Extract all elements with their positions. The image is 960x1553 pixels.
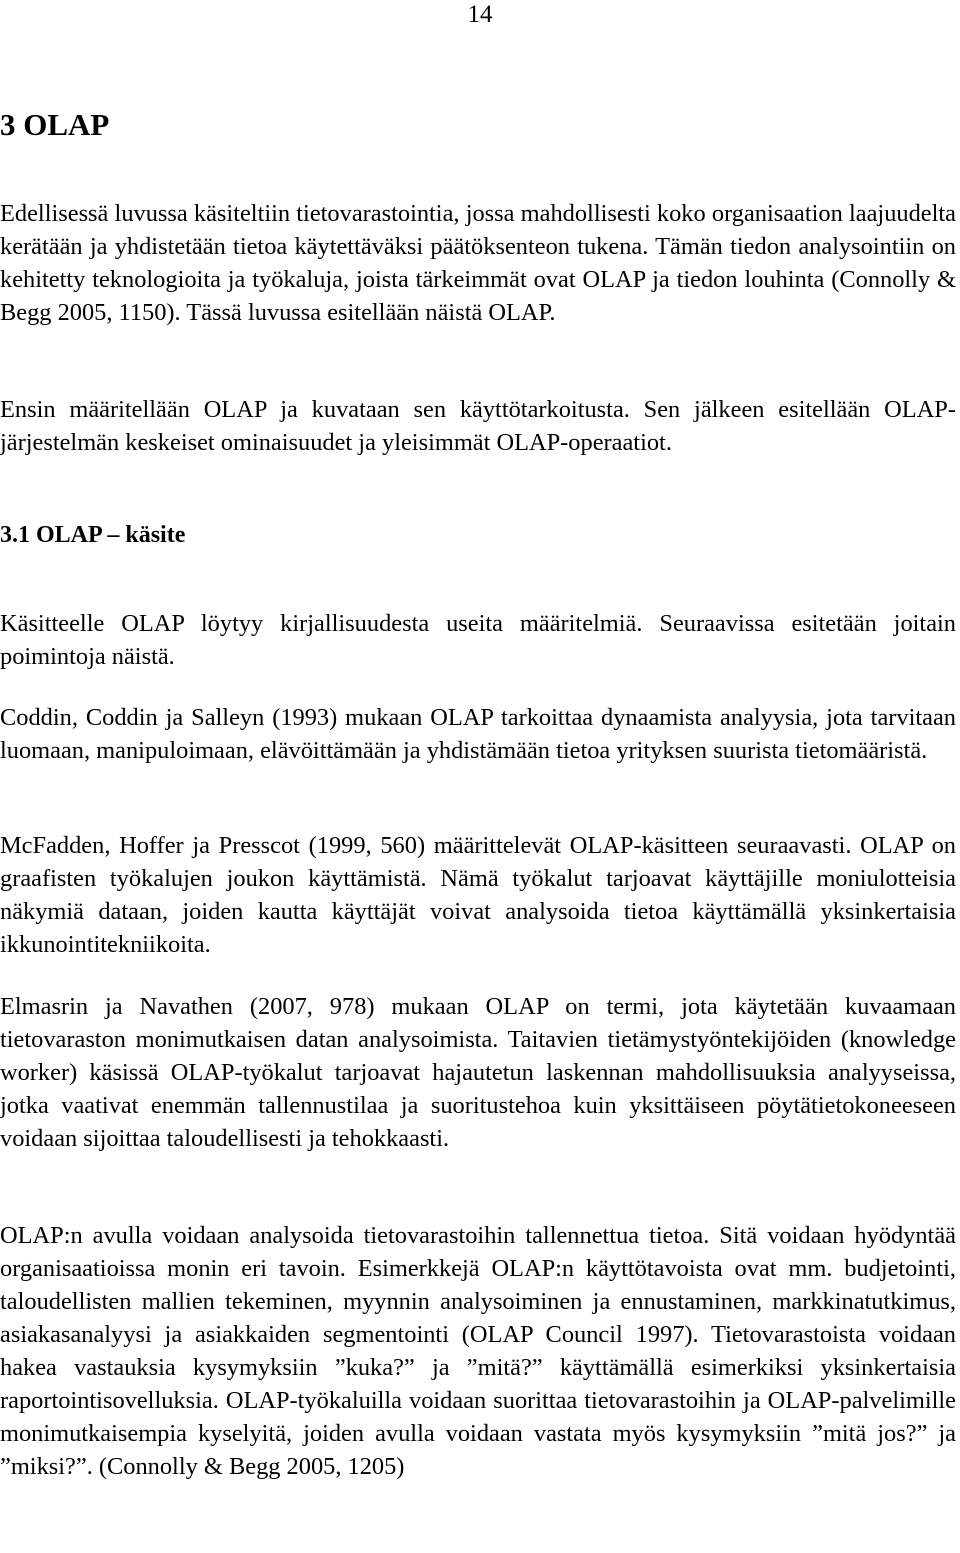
- page-number: 14: [467, 1, 493, 28]
- paragraph-codd-definition: Coddin, Coddin ja Salleyn (1993) mukaan OLAP tarkoittaa dynaamista analyysia, jota tarvitaan luomaan, manipuloimaan, elävöittämään ja yhdistämään tietoa yrityksen suurista tietomääristä.: [0, 704, 956, 764]
- paragraph-definitions-intro: Käsitteelle OLAP löytyy kirjallisuudesta useita määritelmiä. Seuraavissa esitetään joitain poimintoja näistä.: [0, 610, 956, 670]
- section-title: 3.1 OLAP – käsite: [0, 522, 186, 548]
- paragraph-olap-usage: OLAP:n avulla voidaan analysoida tietovarastoihin tallennettua tietoa. Sitä voidaan hyödyntää organisaatioissa monin eri tavoin. Esimerkkejä OLAP:n käyttötavoista ovat mm. budjetointi, taloudellisten mallien tekeminen, myynnin analysoiminen ja ennustaminen, markkinatutkimus, asiakasanalyysi ja asiakkaiden segmentointi (OLAP Council 1997). Tietovarastoista voidaan hakea vastauksia kysymyksiin ”kuka?” ja ”mitä?” käyttämällä esimerkiksi yksinkertaisia raportointisovelluksia. OLAP-työkaluilla voidaan suorittaa tietovarastoihin ja OLAP-palvelimille monimutkaisempia kyselyitä, joiden avulla voidaan vastata myös kysymyksiin ”mitä jos?” ja ”miksi?”. (Connolly & Begg 2005, 1205): [0, 1222, 956, 1480]
- paragraph-overview: Ensin määritellään OLAP ja kuvataan sen käyttötarkoitusta. Sen jälkeen esitellään OLAP-järjestelmän keskeiset ominaisuudet ja yleisimmät OLAP-operaatiot.: [0, 396, 956, 456]
- chapter-title: 3 OLAP: [0, 107, 110, 142]
- paragraph-intro: Edellisessä luvussa käsiteltiin tietovarastointia, jossa mahdollisesti koko organisaation laajuudelta kerätään ja yhdistetään tietoa käytettäväksi päätöksenteon tukena. Tämän tiedon analysointiin on kehitetty teknologioita ja työkaluja, joista tärkeimmät ovat OLAP ja tiedon louhinta (Connolly & Begg 2005, 1150). Tässä luvussa esitellään näistä OLAP.: [0, 200, 956, 326]
- paragraph-mcfadden-definition: McFadden, Hoffer ja Presscot (1999, 560) määrittelevät OLAP-käsitteen seuraavasti. OLAP on graafisten työkalujen joukon käyttämistä. Nämä työkalut tarjoavat käyttäjille moniulotteisia näkymiä dataan, joiden kautta käyttäjät voivat analysoida tietoa käyttämällä yksinkertaisia ikkunointitekniikoita.: [0, 832, 956, 958]
- paragraph-elmasri-definition: Elmasrin ja Navathen (2007, 978) mukaan OLAP on termi, jota käytetään kuvaamaan tietovaraston monimutkaisen datan analysoimista. Taitavien tietämystyöntekijöiden (knowledge worker) käsissä OLAP-työkalut tarjoavat hajautetun laskennan mahdollisuuksia analyyseissa, jotka vaativat enemmän tallennustilaa ja suoritustehoa kuin yksittäiseen pöytätietokoneeseen voidaan sijoittaa taloudellisesti ja tehokkaasti.: [0, 993, 956, 1152]
